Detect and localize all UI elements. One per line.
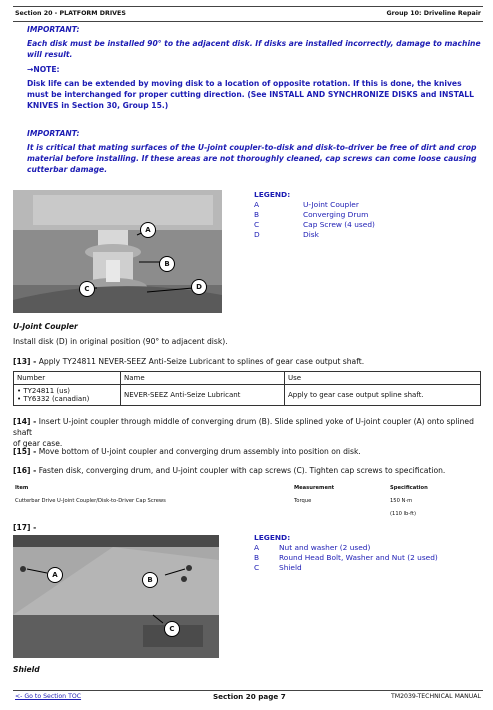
callout-b: B bbox=[142, 572, 158, 588]
table-header-row: Item Measurement Specification bbox=[15, 484, 428, 491]
legend-title: LEGEND: bbox=[254, 533, 291, 542]
part-numbers: • TY24811 (us) • TY6332 (canadian) bbox=[14, 385, 121, 406]
legend-item: B Round Head Bolt, Washer and Nut (2 used) bbox=[254, 553, 438, 562]
callout-d: D bbox=[191, 279, 207, 295]
legend-item: A U-Joint Coupler bbox=[254, 200, 359, 209]
callout-c: C bbox=[164, 621, 180, 637]
note-text: Disk life can be extended by moving disk to a location of opposite rotation. If this is done, the knives must be interchanged for proper cutting direction. (See INSTALL AND SYNCHRONIZE DISKS and INSTALL KNIVES in Section 30, Group 15.) bbox=[27, 79, 474, 110]
callout-c: C bbox=[79, 281, 95, 297]
important-title-1: IMPORTANT: bbox=[27, 25, 80, 34]
spec-table bbox=[13, 481, 483, 520]
legend-figure-2 bbox=[254, 533, 484, 573]
legend-item: C Shield bbox=[254, 563, 302, 572]
shield-photo bbox=[13, 535, 219, 658]
page-header bbox=[13, 6, 483, 22]
callout-a: A bbox=[140, 222, 156, 238]
step-16: [16] - Fasten disk, converging drum, and U-joint coupler with cap screws (C). Tighten cap screws to specification. bbox=[13, 466, 446, 475]
group-title: Group 10: Driveline Repair bbox=[386, 10, 481, 17]
part-use: Apply to gear case output spline shaft. bbox=[285, 385, 481, 406]
important-text-1: Each disk must be installed 90° to the adjacent disk. If disks are installed incorrectly, damage to machine will result. bbox=[27, 39, 481, 59]
legend-item: B Converging Drum bbox=[254, 210, 369, 219]
legend-item: C Cap Screw (4 used) bbox=[254, 220, 375, 229]
note-title: →NOTE: bbox=[27, 65, 60, 74]
shield-illustration bbox=[13, 535, 219, 658]
page-footer bbox=[13, 690, 483, 703]
legend-title: LEGEND: bbox=[254, 190, 291, 199]
callout-a: A bbox=[47, 567, 63, 583]
table-row: Cutterbar Drive U-Joint Coupler/Disk-to-Driver Cap Screws Torque 150 N·m bbox=[15, 497, 413, 504]
legend-item: A Nut and washer (2 used) bbox=[254, 543, 371, 552]
important-title-2: IMPORTANT: bbox=[27, 129, 80, 138]
table-row bbox=[14, 385, 481, 406]
u-joint-coupler-photo bbox=[13, 190, 222, 313]
figure-1-caption: U-Joint Coupler bbox=[13, 322, 78, 331]
step-17: [17] - bbox=[13, 523, 37, 532]
legend-figure-1 bbox=[254, 190, 474, 240]
callout-b: B bbox=[159, 256, 175, 272]
step-13: [13] - Apply TY24811 NEVER-SEEZ Anti-Seize Lubricant to splines of gear case output shaft. bbox=[13, 357, 365, 366]
u-joint-illustration bbox=[13, 190, 222, 313]
figure-2-caption: Shield bbox=[13, 665, 40, 674]
step-14: [14] - Insert U-joint coupler through middle of converging drum (B). Slide splined yoke of U-joint coupler (A) onto splined shaft of gear case. bbox=[13, 417, 474, 448]
page-number: Section 20 page 7 bbox=[213, 692, 286, 701]
install-disk-text: Install disk (D) in original position (90° to adjacent disk). bbox=[13, 337, 228, 346]
important-text-2: It is critical that mating surfaces of the U-joint coupler-to-disk and disk-to-driver be free of dirt and crop material before installing. If these areas are not thoroughly cleaned, cap screws can come loose causing cutterbar damage. bbox=[27, 143, 477, 174]
legend-item: D Disk bbox=[254, 230, 319, 239]
step-15: [15] - Move bottom of U-joint coupler and converging drum assembly into position on disk. bbox=[13, 447, 361, 456]
table-row: (110 lb-ft) bbox=[390, 510, 416, 517]
section-title: Section 20 - PLATFORM DRIVES bbox=[15, 10, 126, 17]
table-header-row: Number Name Use bbox=[14, 372, 481, 385]
parts-table bbox=[13, 371, 481, 406]
part-name: NEVER-SEEZ Anti-Seize Lubricant bbox=[121, 385, 285, 406]
section-toc-link[interactable]: <- Go to Section TOC bbox=[15, 693, 82, 700]
manual-title: TM2039-TECHNICAL MANUAL bbox=[390, 693, 481, 700]
